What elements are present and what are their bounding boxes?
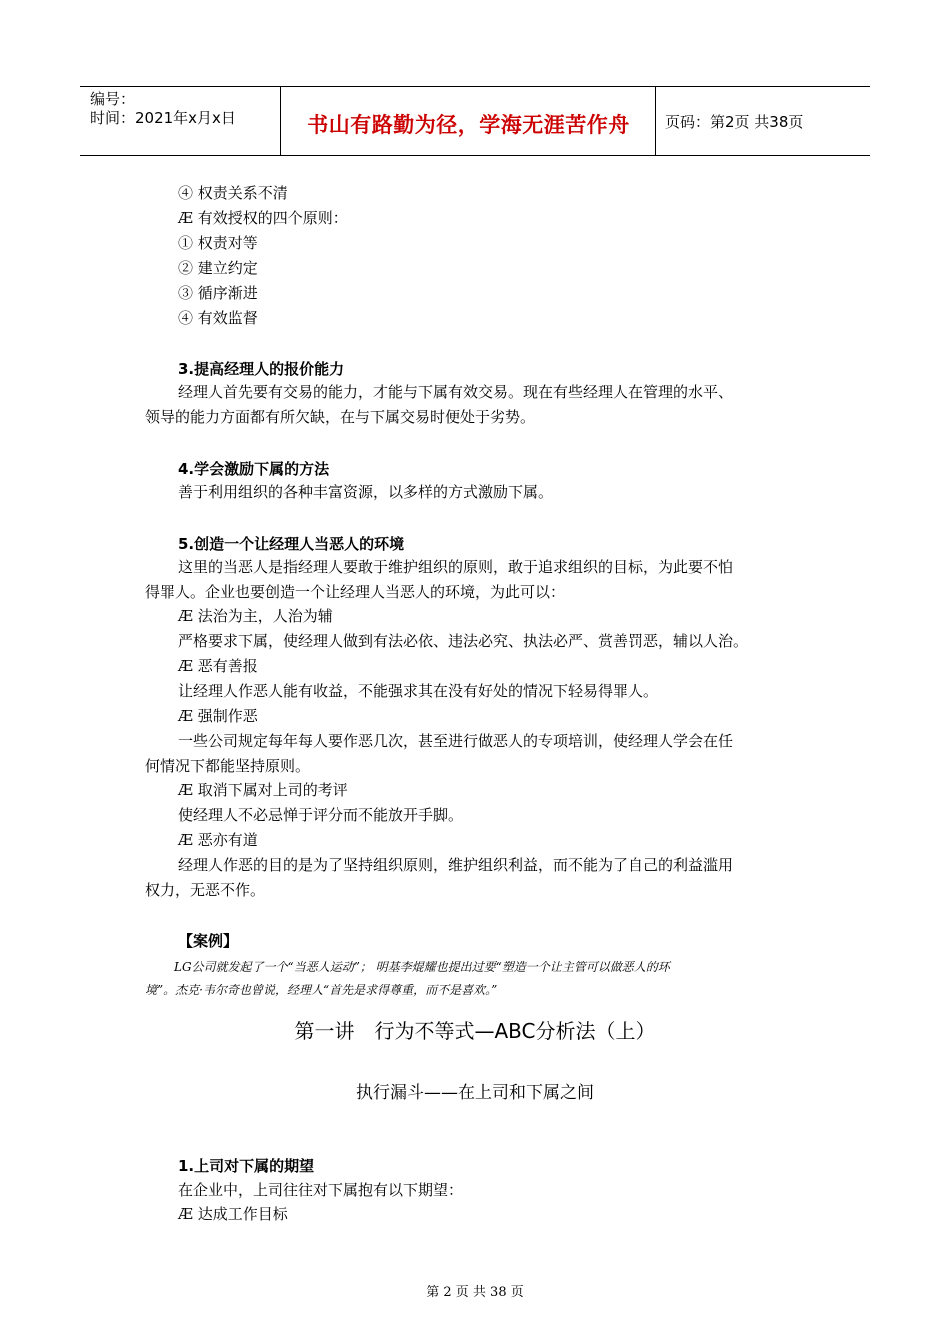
body-line: ④ 有效监督 [178,309,258,327]
body-line: ③ 循序渐进 [178,284,258,302]
header-divider [280,87,281,155]
paragraph-line: 这里的当恶人是指经理人要敢于维护组织的原则，敢于追求组织的目标，为此要不怕 [178,558,734,576]
paragraph-line: 使经理人不必忌惮于评分而不能放开手脚。 [178,806,464,824]
bullet-item: Æ 达成工作目标 [178,1205,288,1223]
body-line: ① 权责对等 [178,234,258,252]
paragraph-line: 何情况下都能坚持原则。 [145,757,311,775]
paragraph-line: 一些公司规定每年每人要作恶几次，甚至进行做恶人的专项培训，使经理人学会在任 [178,732,734,750]
header-divider [655,87,656,155]
paragraph-line: 权力，无恶不作。 [145,881,266,899]
bullet-item: Æ 法治为主，人治为辅 [178,607,333,625]
paragraph-line: 在企业中，上司往往对下属抱有以下期望： [178,1181,464,1199]
page-footer: 第 2 页 共 38 页 [426,1285,524,1300]
header-page-info: 页码：第2页 共38页 [665,113,804,131]
body-line: Æ 有效授权的四个原则： [178,209,348,227]
header-motto: 书山有路勤为径，学海无涯苦作舟 [307,113,630,137]
bullet-item: Æ 恶有善报 [178,657,258,675]
document-header [80,86,870,156]
paragraph-line: 善于利用组织的各种丰富资源，以多样的方式激励下属。 [178,483,554,501]
header-time: 时间：2021年x月x日 [90,109,236,127]
paragraph-line: 得罪人。企业也要创造一个让经理人当恶人的环境，为此可以： [145,583,566,601]
bullet-item: Æ 强制作恶 [178,707,258,725]
paragraph-line: 领导的能力方面都有所欠缺，在与下属交易时便处于劣势。 [145,408,536,426]
header-meta [90,90,236,128]
lecture-title: 第一讲 行为不等式—ABC分析法（上） [294,1019,656,1043]
case-text-line: LG公司就发起了一个“当恶人运动”； 明基李焜耀也提出过要“塑造一个让主管可以做恶人的环 [174,960,670,974]
bullet-item: Æ 取消下属对上司的考评 [178,781,348,799]
paragraph-line: 经理人作恶的目的是为了坚持组织原则，维护组织利益，而不能为了自己的利益滥用 [178,856,734,874]
case-heading: 【案例】 [178,932,239,950]
bullet-item: Æ 恶亦有道 [178,831,258,849]
section-heading: 3.提高经理人的报价能力 [178,360,345,378]
section-heading: 1.上司对下属的期望 [178,1157,315,1175]
body-line: ② 建立约定 [178,259,258,277]
section-heading: 4.学会激励下属的方法 [178,460,330,478]
paragraph-line: 让经理人作恶人能有收益，不能强求其在没有好处的情况下轻易得罪人。 [178,682,659,700]
paragraph-line: 严格要求下属，使经理人做到有法必依、违法必究、执法必严、赏善罚恶，辅以人治。 [178,632,749,650]
case-text-line: 境”。杰克·韦尔奇也曾说，经理人“首先是求得尊重，而不是喜欢。” [145,983,498,997]
lecture-subtitle: 执行漏斗——在上司和下属之间 [356,1083,594,1103]
header-number: 编号： [90,90,136,108]
section-heading: 5.创造一个让经理人当恶人的环境 [178,535,405,553]
body-line: ④ 权责关系不清 [178,184,288,202]
paragraph-line: 经理人首先要有交易的能力，才能与下属有效交易。现在有些经理人在管理的水平、 [178,383,734,401]
